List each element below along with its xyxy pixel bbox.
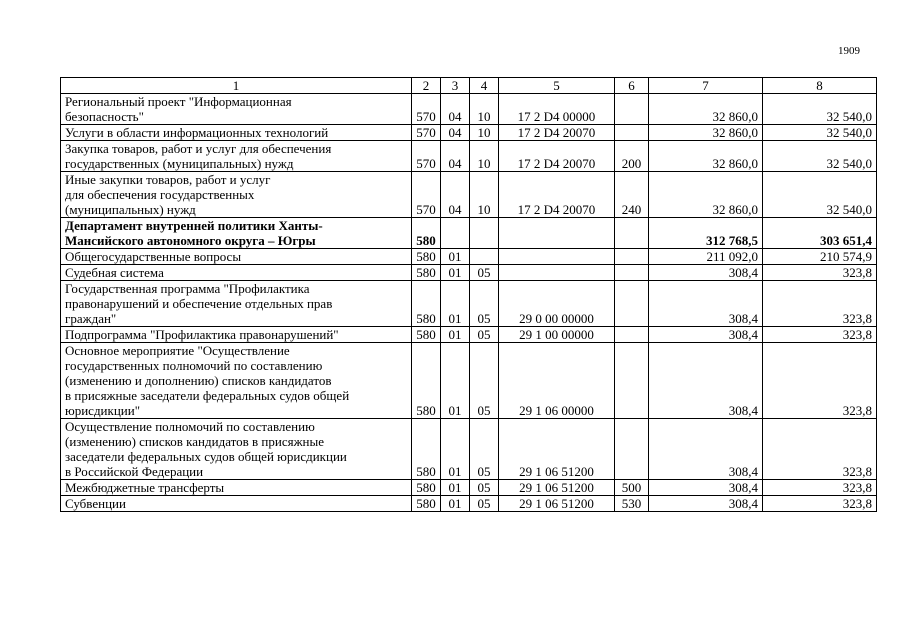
table-row [61,94,877,125]
expense-type-cell [615,327,649,343]
section-cell: 01 [441,419,470,480]
ministry-code-cell: 580 [412,281,441,327]
amount-year-1-cell: 32 860,0 [649,94,763,125]
target-article-cell: 29 1 00 00000 [499,327,615,343]
row-name-cell: Основное мероприятие "Осуществление государственных полномочий по составлению (изменению и дополнению) списков кандидатов в присяжные заседатели федеральных судов общей юрисдикции" [61,343,412,419]
amount-year-1-cell: 308,4 [649,496,763,512]
subsection-cell: 05 [470,265,499,281]
subsection-cell: 05 [470,480,499,496]
ministry-code-cell: 580 [412,343,441,419]
column-header: 1 [61,78,412,94]
subsection-cell: 05 [470,496,499,512]
amount-year-1-cell: 211 092,0 [649,249,763,265]
section-cell: 01 [441,265,470,281]
section-cell: 04 [441,172,470,218]
amount-year-2-cell: 323,8 [763,496,877,512]
amount-year-1-cell: 308,4 [649,327,763,343]
amount-year-2-cell: 323,8 [763,281,877,327]
target-article-cell: 17 2 D4 20070 [499,141,615,172]
table-row [61,249,877,265]
amount-year-1-cell: 32 860,0 [649,141,763,172]
section-cell: 01 [441,496,470,512]
amount-year-2-cell: 303 651,4 [763,218,877,249]
row-name-cell: Региональный проект "Информационная безопасность" [61,94,412,125]
row-name-cell: Осуществление полномочий по составлению (изменению) списков кандидатов в присяжные заседатели федеральных судов общей юрисдикции в Российской Федерации [61,419,412,480]
section-cell: 01 [441,343,470,419]
table-row [61,125,877,141]
target-article-cell: 17 2 D4 20070 [499,125,615,141]
table-row [61,172,877,218]
target-article-cell [499,249,615,265]
subsection-cell: 10 [470,141,499,172]
table-row [61,480,877,496]
section-cell: 01 [441,249,470,265]
budget-table [60,77,877,512]
amount-year-2-cell: 32 540,0 [763,141,877,172]
ministry-code-cell: 570 [412,125,441,141]
subsection-cell: 05 [470,281,499,327]
expense-type-cell [615,218,649,249]
table-row [61,281,877,327]
target-article-cell: 29 1 06 00000 [499,343,615,419]
amount-year-2-cell: 323,8 [763,480,877,496]
row-name-cell: Субвенции [61,496,412,512]
target-article-cell: 29 0 00 00000 [499,281,615,327]
column-header: 5 [499,78,615,94]
column-header: 8 [763,78,877,94]
table-row [61,343,877,419]
row-name-cell: Судебная система [61,265,412,281]
amount-year-1-cell: 308,4 [649,343,763,419]
table-row [61,141,877,172]
target-article-cell: 29 1 06 51200 [499,496,615,512]
table-row [61,218,877,249]
ministry-code-cell: 580 [412,218,441,249]
expense-type-cell [615,419,649,480]
amount-year-1-cell: 308,4 [649,281,763,327]
row-name-cell: Иные закупки товаров, работ и услуг для обеспечения государственных (муниципальных) нужд [61,172,412,218]
section-cell: 01 [441,480,470,496]
section-cell: 01 [441,281,470,327]
page-number: 1909 [838,45,860,57]
section-cell: 04 [441,125,470,141]
amount-year-1-cell: 308,4 [649,419,763,480]
row-name-cell: Общегосударственные вопросы [61,249,412,265]
amount-year-1-cell: 312 768,5 [649,218,763,249]
expense-type-cell [615,281,649,327]
row-name-cell: Закупка товаров, работ и услуг для обеспечения государственных (муниципальных) нужд [61,141,412,172]
expense-type-cell [615,343,649,419]
amount-year-2-cell: 323,8 [763,327,877,343]
expense-type-cell [615,249,649,265]
ministry-code-cell: 580 [412,419,441,480]
expense-type-cell [615,94,649,125]
expense-type-cell: 200 [615,141,649,172]
expense-type-cell: 530 [615,496,649,512]
ministry-code-cell: 580 [412,496,441,512]
amount-year-2-cell: 32 540,0 [763,125,877,141]
row-name-cell: Услуги в области информационных технологий [61,125,412,141]
section-cell: 01 [441,327,470,343]
ministry-code-cell: 570 [412,172,441,218]
column-header: 3 [441,78,470,94]
ministry-code-cell: 580 [412,249,441,265]
row-name-cell: Департамент внутренней политики Ханты- Мансийского автономного округа – Югры [61,218,412,249]
column-header: 6 [615,78,649,94]
row-name-cell: Государственная программа "Профилактика правонарушений и обеспечение отдельных прав граждан" [61,281,412,327]
expense-type-cell [615,265,649,281]
amount-year-2-cell: 32 540,0 [763,172,877,218]
amount-year-1-cell: 32 860,0 [649,172,763,218]
subsection-cell [470,249,499,265]
target-article-cell [499,265,615,281]
subsection-cell: 05 [470,419,499,480]
subsection-cell: 05 [470,343,499,419]
section-cell [441,218,470,249]
table-row [61,327,877,343]
column-header: 4 [470,78,499,94]
table-body [61,94,877,512]
amount-year-2-cell: 323,8 [763,343,877,419]
ministry-code-cell: 570 [412,141,441,172]
subsection-cell: 10 [470,172,499,218]
target-article-cell: 17 2 D4 00000 [499,94,615,125]
section-cell: 04 [441,94,470,125]
ministry-code-cell: 570 [412,94,441,125]
amount-year-1-cell: 32 860,0 [649,125,763,141]
subsection-cell: 05 [470,327,499,343]
expense-type-cell: 240 [615,172,649,218]
table-row [61,419,877,480]
row-name-cell: Межбюджетные трансферты [61,480,412,496]
row-name-cell: Подпрограмма "Профилактика правонарушений" [61,327,412,343]
column-header: 7 [649,78,763,94]
target-article-cell [499,218,615,249]
table-row [61,496,877,512]
ministry-code-cell: 580 [412,265,441,281]
target-article-cell: 29 1 06 51200 [499,480,615,496]
target-article-cell: 29 1 06 51200 [499,419,615,480]
subsection-cell: 10 [470,94,499,125]
target-article-cell: 17 2 D4 20070 [499,172,615,218]
expense-type-cell: 500 [615,480,649,496]
amount-year-2-cell: 32 540,0 [763,94,877,125]
amount-year-1-cell: 308,4 [649,480,763,496]
column-header: 2 [412,78,441,94]
amount-year-2-cell: 210 574,9 [763,249,877,265]
header-row [61,78,877,94]
amount-year-1-cell: 308,4 [649,265,763,281]
section-cell: 04 [441,141,470,172]
subsection-cell [470,218,499,249]
amount-year-2-cell: 323,8 [763,265,877,281]
amount-year-2-cell: 323,8 [763,419,877,480]
subsection-cell: 10 [470,125,499,141]
expense-type-cell [615,125,649,141]
ministry-code-cell: 580 [412,480,441,496]
ministry-code-cell: 580 [412,327,441,343]
table-row [61,265,877,281]
